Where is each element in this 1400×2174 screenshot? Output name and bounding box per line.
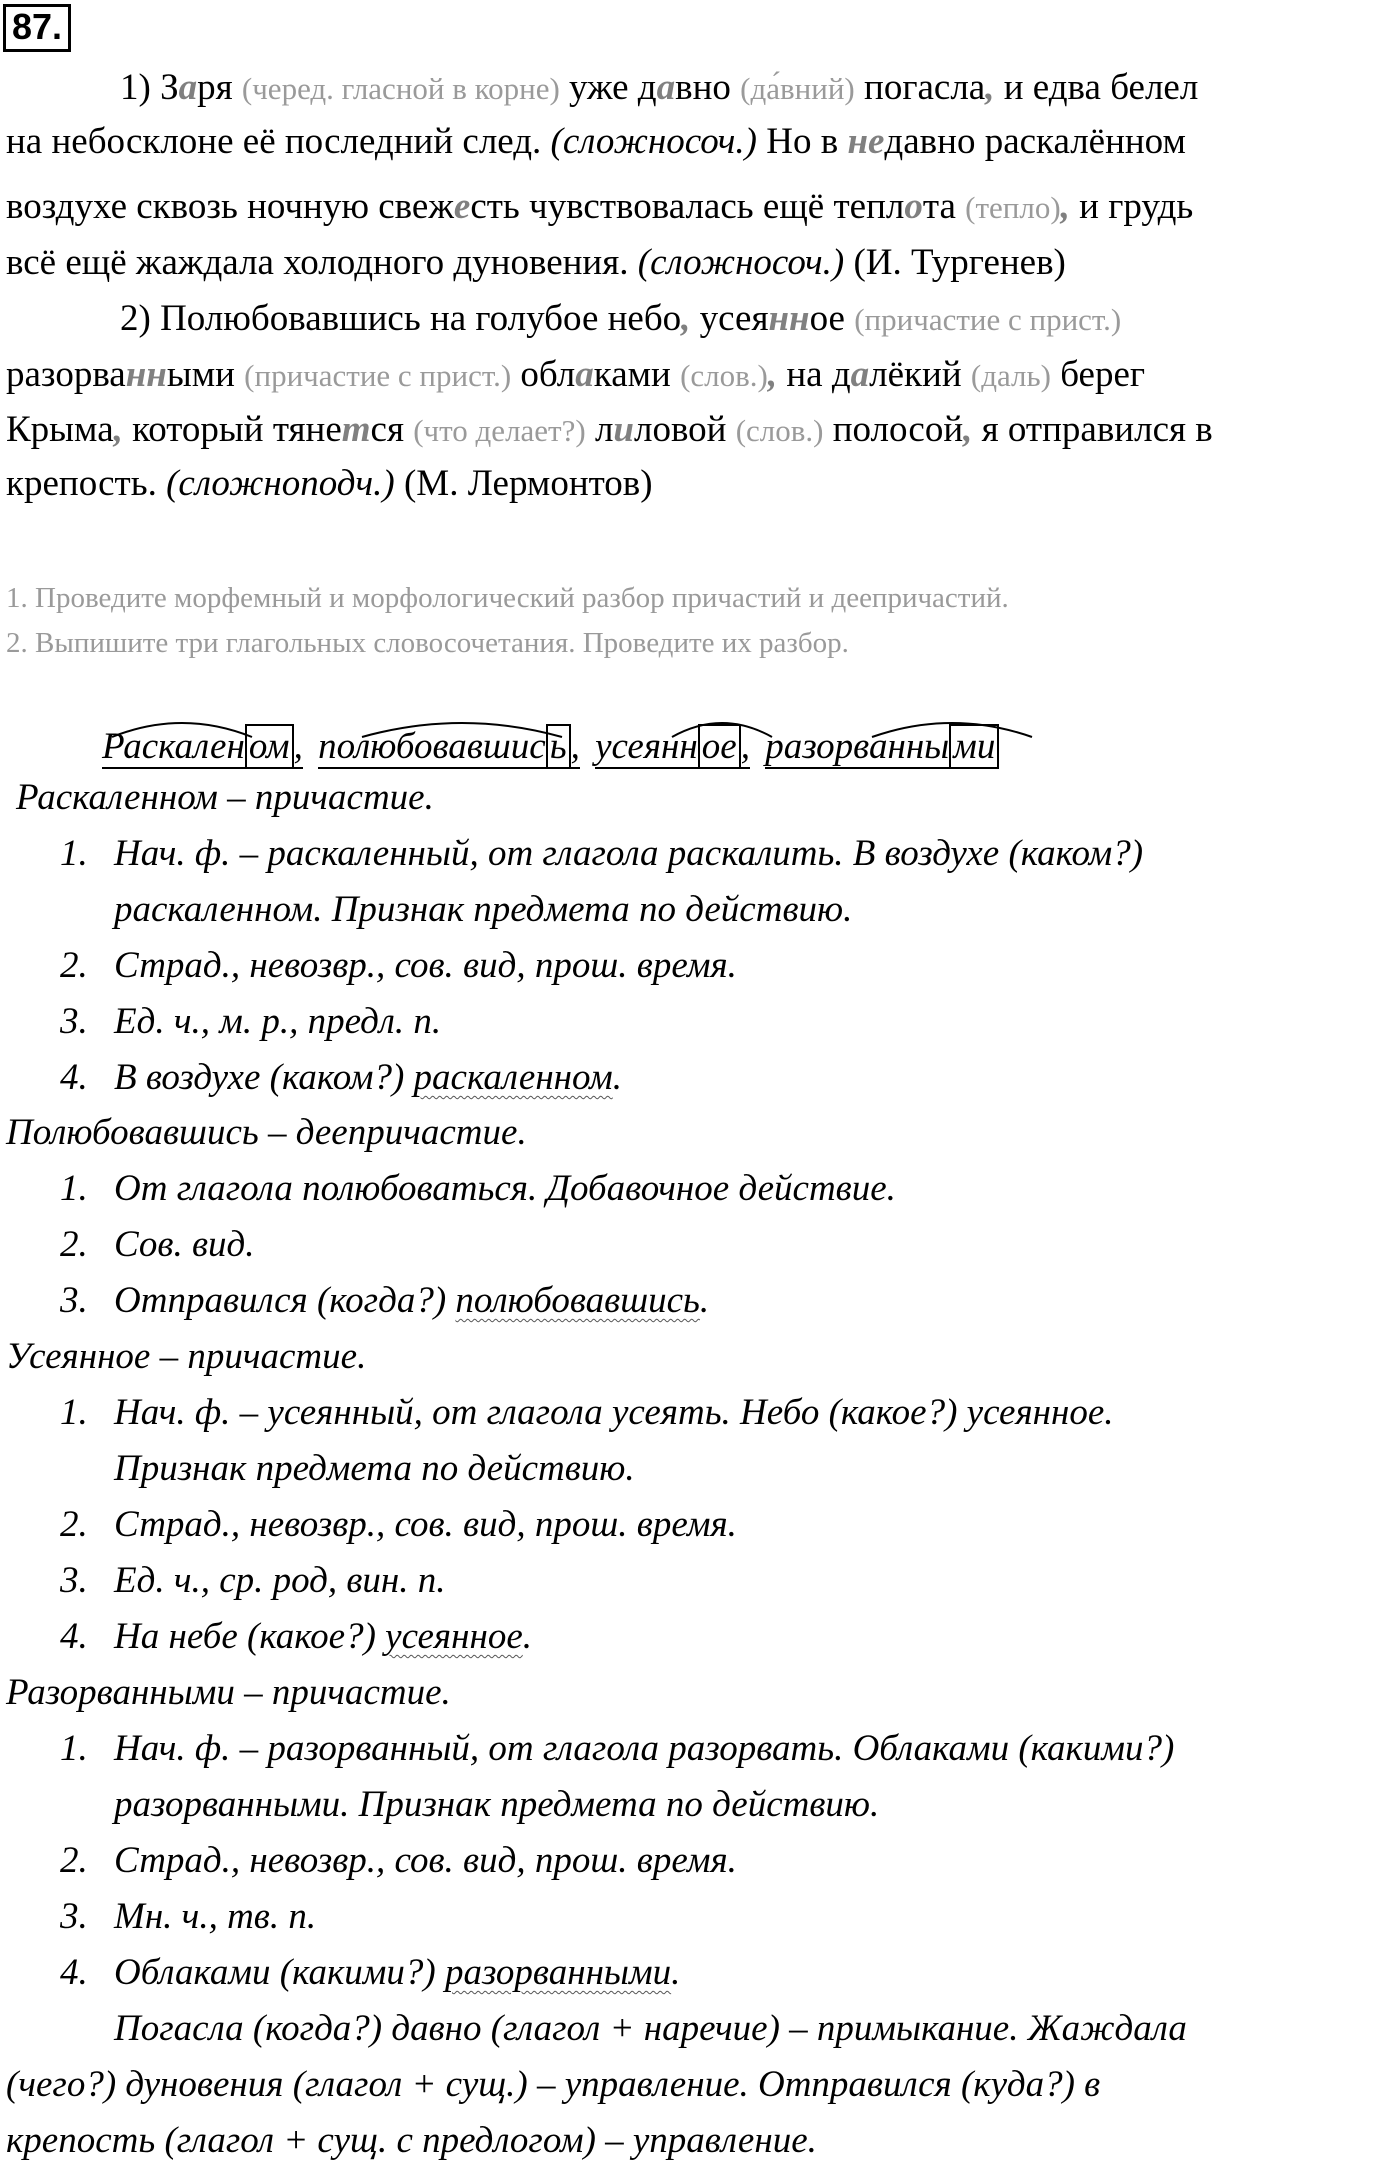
p1-1-text: Нач. ф. – раскаленный, от глагола раскалить. В воздухе (каком?) xyxy=(114,833,1144,874)
p3-3-text: Ед. ч., ср. род, вин. п. xyxy=(114,1560,446,1601)
heading-raskalennom: Раскаленном – причастие. xyxy=(16,777,434,818)
sentence1-line3: воздухе сквозь ночную свежесть чувствовалась ещё теплота (тепло), и грудь xyxy=(6,186,1194,227)
sentence2-line4: крепость. (сложноподч.) (М. Лермонтов) xyxy=(6,463,653,504)
p4-3-num: 3. xyxy=(60,1896,88,1937)
p1-2-num: 2. xyxy=(60,945,88,986)
p4-4-num: 4. xyxy=(60,1952,88,1993)
p3-4-text: На небе (какое?) усеянное. xyxy=(114,1616,533,1657)
p4-3-text: Мн. ч., тв. п. xyxy=(114,1896,317,1937)
p2-3-text: Отправился (когда?) полюбовавшись. xyxy=(114,1280,710,1321)
p4-1-cont: разорванными. Признак предмета по действию. xyxy=(114,1784,880,1825)
p1-3-text: Ед. ч., м. р., предл. п. xyxy=(114,1001,442,1042)
heading-useyannoe: Усеянное – причастие. xyxy=(6,1336,367,1377)
p1-4-num: 4. xyxy=(60,1057,88,1098)
morph-word-razorvannymi: разорванны ми xyxy=(765,725,999,768)
p3-1-num: 1. xyxy=(60,1392,88,1433)
p2-3-num: 3. xyxy=(60,1280,88,1321)
p4-4-text: Облаками (какими?) разорванными. xyxy=(114,1952,681,1993)
p2-2-text: Сов. вид. xyxy=(114,1224,255,1265)
final-line-1: Погасла (когда?) давно (глагол + наречие) – примыкание. Жаждала xyxy=(114,2008,1187,2049)
final-line-3: крепость (глагол + сущ. с предлогом) – управление. xyxy=(6,2120,817,2161)
p3-4-num: 4. xyxy=(60,1616,88,1657)
p3-1-cont: Признак предмета по действию. xyxy=(114,1448,635,1489)
p4-2-text: Страд., невозвр., сов. вид, прош. время. xyxy=(114,1840,737,1881)
p3-2-text: Страд., невозвр., сов. вид, прош. время. xyxy=(114,1504,737,1545)
p4-2-num: 2. xyxy=(60,1840,88,1881)
exercise-number: 87. xyxy=(3,4,71,52)
heading-polyubovavshis: Полюбовавшись – деепричастие. xyxy=(6,1112,527,1153)
task-1: 1. Проведите морфемный и морфологический разбор причастий и деепричастий. xyxy=(6,582,1009,614)
sentence2-line3: Крыма, который тянется (что делает?) лиловой (слов.) полосой, я отправился в xyxy=(6,409,1213,450)
morph-word-polyubovavshis: полюбовавшис ь , xyxy=(318,726,580,767)
p2-1-text: От глагола полюбоваться. Добавочное действие. xyxy=(114,1168,896,1209)
sentence2-line1: 2) Полюбовавшись на голубое небо, усеянное (причастие с прист.) xyxy=(120,298,1122,339)
p2-1-num: 1. xyxy=(60,1168,88,1209)
task-2: 2. Выпишите три глагольных словосочетания. Проведите их разбор. xyxy=(6,627,849,659)
p1-2-text: Страд., невозвр., сов. вид, прош. время. xyxy=(114,945,737,986)
p1-1-num: 1. xyxy=(60,833,88,874)
heading-razorvannymi: Разорванными – причастие. xyxy=(6,1672,451,1713)
p3-1-text: Нач. ф. – усеянный, от глагола усеять. Небо (какое?) усеянное. xyxy=(114,1392,1114,1433)
p1-1-cont: раскаленном. Признак предмета по действию. xyxy=(114,889,853,930)
sentence1-line2: на небосклоне её последний след. (сложносоч.) Но в недавно раскалённом xyxy=(6,121,1186,162)
sentence2-line2: разорванными (причастие с прист.) облаками (слов.), на далёкий (даль) берег xyxy=(6,354,1146,395)
final-line-2: (чего?) дуновения (глагол + сущ.) – управление. Отправился (куда?) в xyxy=(6,2064,1101,2105)
p4-1-num: 1. xyxy=(60,1728,88,1769)
sentence1-line1: 1) Заря (черед. гласной в корне) уже давно (да́вний) погасла, и едва белел xyxy=(120,67,1199,108)
morph-word-raskalennom: Раскален ом , xyxy=(102,726,303,767)
p3-3-num: 3. xyxy=(60,1560,88,1601)
p1-4-text: В воздухе (каком?) раскаленном. xyxy=(114,1057,622,1098)
p1-3-num: 3. xyxy=(60,1001,88,1042)
p3-2-num: 2. xyxy=(60,1504,88,1545)
p2-2-num: 2. xyxy=(60,1224,88,1265)
sentence1-line4: всё ещё жаждала холодного дуновения. (сложносоч.) (И. Тургенев) xyxy=(6,242,1066,283)
morph-word-useyannoe: усеянн ое , xyxy=(595,726,750,767)
p4-1-text: Нач. ф. – разорванный, от глагола разорвать. Облаками (какими?) xyxy=(114,1728,1175,1769)
